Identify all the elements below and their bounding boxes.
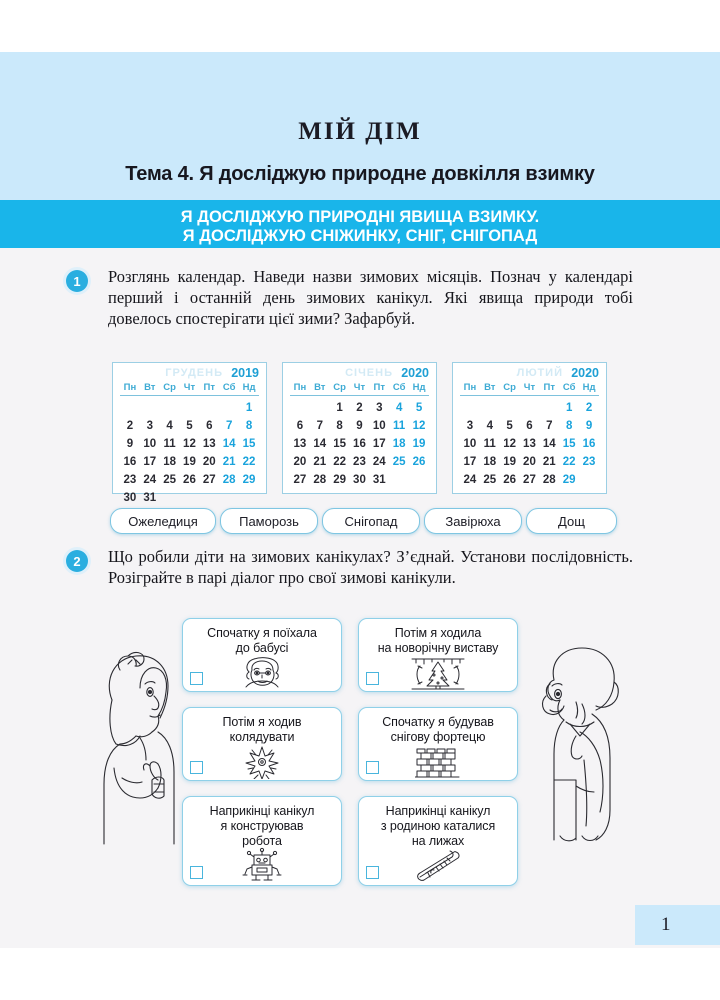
theme-title: Тема 4. Я досліджую природне довкілля взимку <box>125 163 595 185</box>
calendar-day-cell[interactable]: 7 <box>316 419 323 432</box>
calendar-weekday-header: Пт <box>539 382 559 396</box>
calendar-day-cell[interactable]: 3 <box>146 419 153 432</box>
calendar-header <box>460 367 599 382</box>
calendar-day-cell[interactable]: 22 <box>562 455 576 468</box>
calendar-week-row <box>460 434 599 452</box>
calendar-day-cell[interactable]: 20 <box>202 455 216 468</box>
calendar-day-cell[interactable]: 22 <box>242 455 256 468</box>
calendar-empty-cell <box>219 488 239 506</box>
calendar-day-cell[interactable]: 14 <box>542 437 556 450</box>
calendar-weekday-header: Пт <box>199 382 219 396</box>
calendar-day-cell[interactable]: 24 <box>372 455 386 468</box>
calendar-day-cell[interactable]: 10 <box>372 419 386 432</box>
calendar-day-cell[interactable]: 16 <box>582 437 596 450</box>
calendar-empty-cell <box>409 470 429 488</box>
banner-line-2: Я ДОСЛІДЖУЮ СНІЖИНКУ, СНІГ, СНІГОПАД <box>182 227 538 245</box>
calendar-day-cell[interactable]: 21 <box>542 455 556 468</box>
calendar-day-cell[interactable]: 8 <box>565 419 573 432</box>
calendar-day-cell[interactable]: 1 <box>565 401 573 414</box>
calendar-weekday-header: Ср <box>500 382 520 396</box>
calendar-weekday-header: Вт <box>140 382 160 396</box>
task-2-text <box>108 546 633 588</box>
calendar-day-cell[interactable]: 17 <box>372 437 386 450</box>
calendar-day-cell[interactable]: 29 <box>333 473 346 486</box>
activity-card-text-line: Спочатку я поїхала <box>207 626 317 640</box>
calendar-weekday-header: Чт <box>180 382 200 396</box>
page-number <box>635 905 720 945</box>
calendar-week-row <box>460 470 599 488</box>
calendar-empty-cell <box>219 396 239 417</box>
activity-card-text-line: до бабусі <box>235 641 289 655</box>
calendar-day-cell[interactable]: 11 <box>483 437 496 450</box>
activity-card-checkbox[interactable] <box>190 672 203 685</box>
calendar-day-cell[interactable]: 26 <box>183 473 196 486</box>
calendar-day-cell[interactable]: 7 <box>546 419 553 432</box>
calendar-year-label: 2019 <box>231 366 259 380</box>
calendar-day-cell[interactable]: 25 <box>483 473 497 486</box>
calendar-empty-cell <box>180 396 200 417</box>
calendar-week-row <box>120 434 259 452</box>
calendar-empty-cell <box>389 470 409 488</box>
calendar-day-cell[interactable]: 19 <box>183 455 196 468</box>
snow-fortress-icon <box>365 745 511 779</box>
calendar-day-cell[interactable]: 22 <box>333 455 346 468</box>
calendar-weekday-header: Сб <box>389 382 409 396</box>
calendar-week-row <box>120 470 259 488</box>
calendar-day-cell[interactable]: 28 <box>222 473 236 486</box>
calendar-day-cell[interactable]: 18 <box>392 437 406 450</box>
activity-card-text-line: робота <box>242 834 282 848</box>
calendar-empty-cell <box>290 396 310 417</box>
calendar-empty-cell <box>160 396 180 417</box>
calendar-weekday-header: Пн <box>290 382 310 396</box>
calendar-weekday-header: Сб <box>219 382 239 396</box>
calendar-week-row <box>120 416 259 434</box>
activity-card[interactable] <box>182 618 342 692</box>
activity-card[interactable] <box>358 707 518 781</box>
calendar-day-cell[interactable]: 15 <box>333 437 346 450</box>
calendar-day-cell[interactable]: 20 <box>293 455 307 468</box>
grandmother-icon <box>189 656 335 690</box>
calendar-empty-cell <box>140 396 160 417</box>
calendar-week-row <box>290 470 429 488</box>
calendar-week-row <box>120 452 259 470</box>
activity-card-text-line: колядувати <box>229 730 295 744</box>
calendar-day-cell[interactable]: 26 <box>412 455 426 468</box>
phenomenon-pill[interactable]: Дощ <box>526 508 617 534</box>
calendar-empty-cell <box>579 470 599 488</box>
calendar-day-cell[interactable]: 6 <box>296 419 304 432</box>
boy-illustration <box>524 640 624 855</box>
calendar-empty-cell <box>160 488 180 506</box>
calendar-empty-cell <box>199 396 219 417</box>
calendar-day-cell[interactable]: 18 <box>163 455 176 468</box>
calendar-day-cell[interactable]: 25 <box>392 455 406 468</box>
calendar-day-cell[interactable]: 17 <box>463 455 477 468</box>
calendar-empty-cell <box>310 396 330 417</box>
calendar-header <box>290 367 429 382</box>
calendar-day-cell[interactable]: 2 <box>585 401 593 414</box>
page-title: МІЙ ДІМ <box>298 118 422 145</box>
calendar-week-row <box>290 434 429 452</box>
calendar-day-cell[interactable]: 24 <box>463 473 477 486</box>
activity-card-text-line: з родиною каталися <box>380 819 496 833</box>
activity-card-text-line: Потім я ходила <box>394 626 482 640</box>
calendar-day-cell[interactable]: 8 <box>336 419 343 432</box>
calendar-day-cell[interactable]: 8 <box>245 419 253 432</box>
calendar-day-cell[interactable]: 11 <box>163 437 176 450</box>
task-number-badge-2: 2 <box>66 550 88 572</box>
calendar-day-cell[interactable]: 3 <box>466 419 474 432</box>
calendar-year-label: 2020 <box>571 366 599 380</box>
calendar-day-cell[interactable]: 27 <box>202 473 216 486</box>
calendar-day-cell[interactable]: 15 <box>242 437 256 450</box>
activity-card-checkbox[interactable] <box>190 866 203 879</box>
activity-card-text-line: я конструював <box>220 819 304 833</box>
calendar-empty-cell <box>460 396 480 417</box>
calendar-day-cell[interactable]: 2 <box>356 401 363 414</box>
calendar-month-label: СІЧЕНЬ <box>345 367 393 379</box>
task-1-paragraph: Розглянь календар. Наведи назви зимових місяців. Познач у календарі перший і останній день зимових канікул. Які явища природи тобі довелось спостерігати цієї зими? Зафарбуй. <box>108 267 633 328</box>
calendar-december <box>112 362 267 504</box>
calendar-day-cell[interactable]: 9 <box>585 419 593 432</box>
calendar-empty-cell <box>480 396 500 417</box>
phenomenon-pill[interactable]: Снігопад <box>322 508 420 534</box>
calendar-day-cell[interactable]: 25 <box>163 473 176 486</box>
calendar-weekday-header: Ср <box>330 382 350 396</box>
calendar-day-cell[interactable]: 4 <box>486 419 493 432</box>
calendar-day-cell[interactable]: 28 <box>313 473 327 486</box>
calendar-grid <box>120 382 259 506</box>
calendar-week-row <box>290 452 429 470</box>
calendar-week-row <box>460 416 599 434</box>
calendar-day-cell[interactable]: 10 <box>463 437 477 450</box>
calendar-day-cell[interactable]: 14 <box>222 437 236 450</box>
skis-icon <box>365 849 511 883</box>
calendar-weekday-header: Чт <box>350 382 370 396</box>
calendar-day-cell[interactable]: 6 <box>206 419 213 432</box>
calendar-day-cell[interactable]: 1 <box>245 401 253 414</box>
activity-card-text-line: Спочатку я будував <box>382 715 494 729</box>
calendar-empty-cell <box>120 396 140 417</box>
calendar-weekday-header: Нд <box>579 382 599 396</box>
activity-card-checkbox[interactable] <box>366 672 379 685</box>
calendar-day-cell[interactable]: 1 <box>336 401 343 414</box>
calendar-day-cell[interactable]: 12 <box>503 437 516 450</box>
calendar-weekday-header: Нд <box>239 382 259 396</box>
calendar-day-cell[interactable]: 12 <box>412 419 426 432</box>
calendar-day-cell[interactable]: 27 <box>523 473 536 486</box>
calendar-day-cell[interactable]: 5 <box>506 419 513 432</box>
calendar-day-cell[interactable]: 29 <box>562 473 576 486</box>
calendar-week-row <box>460 396 599 417</box>
activity-card-checkbox[interactable] <box>190 761 203 774</box>
calendar-day-cell[interactable]: 21 <box>222 455 236 468</box>
calendar-day-cell[interactable]: 19 <box>412 437 426 450</box>
calendar-day-cell[interactable]: 17 <box>143 455 157 468</box>
calendar-weekday-header: Нд <box>409 382 429 396</box>
calendar-weekday-header: Вт <box>310 382 330 396</box>
page-number-value: 1 <box>661 914 671 935</box>
calendar-header <box>120 367 259 382</box>
task-2-paragraph: Що робили діти на зимових канікулах? З’єднай. Установи послідовність. Розіграйте в парі діалог про свої зимові канікули. <box>108 547 633 587</box>
calendar-day-cell[interactable]: 5 <box>186 419 193 432</box>
calendar-empty-cell <box>239 488 259 506</box>
calendar-day-cell[interactable]: 6 <box>526 419 533 432</box>
calendar-january <box>282 362 437 494</box>
phenomena-row <box>110 508 615 534</box>
calendar-day-cell[interactable]: 20 <box>523 455 536 468</box>
calendar-day-cell[interactable]: 19 <box>503 455 516 468</box>
calendar-month-label: ГРУДЕНЬ <box>165 367 223 379</box>
calendar-day-cell[interactable]: 31 <box>143 491 157 504</box>
banner-line-1: Я ДОСЛІДЖУЮ ПРИРОДНІ ЯВИЩА ВЗИМКУ. <box>180 208 540 226</box>
calendar-grid <box>460 382 599 488</box>
calendar-day-cell[interactable]: 7 <box>225 419 233 432</box>
calendar-week-row <box>290 396 429 417</box>
calendar-day-cell[interactable]: 2 <box>126 419 134 432</box>
calendar-day-cell[interactable]: 31 <box>372 473 386 486</box>
calendar-week-row <box>460 452 599 470</box>
calendar-day-cell[interactable]: 16 <box>123 455 137 468</box>
calendar-week-row <box>120 396 259 417</box>
calendar-year-label: 2020 <box>401 366 429 380</box>
calendar-day-cell[interactable]: 29 <box>242 473 256 486</box>
activity-card[interactable] <box>182 707 342 781</box>
calendar-weekday-header: Вт <box>480 382 500 396</box>
phenomenon-pill[interactable]: Паморозь <box>220 508 318 534</box>
calendar-weekday-header: Пт <box>369 382 389 396</box>
activity-card-text-line: Потім я ходив <box>222 715 302 729</box>
calendar-day-cell[interactable]: 13 <box>293 437 307 450</box>
activity-card-text-line: Наприкінці канікул <box>209 804 315 818</box>
calendar-day-cell[interactable]: 12 <box>183 437 196 450</box>
calendar-day-cell[interactable]: 5 <box>415 401 423 414</box>
calendar-day-cell[interactable]: 26 <box>503 473 516 486</box>
calendar-day-cell[interactable]: 13 <box>202 437 216 450</box>
girl-illustration <box>92 648 184 853</box>
calendar-day-cell[interactable]: 15 <box>562 437 576 450</box>
calendar-day-cell[interactable]: 13 <box>523 437 536 450</box>
calendar-empty-cell <box>500 396 520 417</box>
calendar-day-cell[interactable]: 27 <box>293 473 307 486</box>
calendar-day-cell[interactable]: 4 <box>395 401 403 414</box>
calendar-day-cell[interactable]: 23 <box>123 473 137 486</box>
phenomenon-pill[interactable]: Завірюха <box>424 508 522 534</box>
carol-star-icon <box>189 745 335 779</box>
robot-icon <box>189 849 335 883</box>
activity-card-checkbox[interactable] <box>366 761 379 774</box>
calendar-day-cell[interactable]: 9 <box>356 419 363 432</box>
task-number-badge-1: 1 <box>66 270 88 292</box>
calendar-empty-cell <box>199 488 219 506</box>
calendar-month-label: ЛЮТИЙ <box>516 367 563 379</box>
calendar-day-cell[interactable]: 23 <box>353 455 366 468</box>
calendar-week-row <box>120 488 259 506</box>
activity-card-text-line: Наприкінці канікул <box>385 804 491 818</box>
calendar-day-cell[interactable]: 30 <box>353 473 366 486</box>
calendar-day-cell[interactable]: 21 <box>313 455 327 468</box>
new-year-tree-icon <box>365 656 511 690</box>
activity-card[interactable] <box>358 618 518 692</box>
calendar-weekday-header: Чт <box>520 382 540 396</box>
calendar-empty-cell <box>180 488 200 506</box>
calendar-day-cell[interactable]: 23 <box>582 455 596 468</box>
calendar-weekday-header: Пн <box>120 382 140 396</box>
calendar-weekday-header: Сб <box>559 382 579 396</box>
calendar-day-cell[interactable]: 11 <box>393 419 406 432</box>
activity-card[interactable] <box>358 796 518 886</box>
calendar-day-cell[interactable]: 18 <box>483 455 497 468</box>
activity-card-text-line: снігову фортецю <box>390 730 486 744</box>
calendar-day-cell[interactable]: 30 <box>123 491 137 504</box>
calendar-weekday-header: Пн <box>460 382 480 396</box>
task-1-text <box>108 266 633 329</box>
calendar-weekday-header: Ср <box>160 382 180 396</box>
calendar-day-cell[interactable]: 14 <box>313 437 327 450</box>
calendar-day-cell[interactable]: 3 <box>376 401 383 414</box>
calendar-day-cell[interactable]: 28 <box>542 473 556 486</box>
calendar-day-cell[interactable]: 16 <box>353 437 366 450</box>
calendar-empty-cell <box>520 396 540 417</box>
calendar-day-cell[interactable]: 4 <box>166 419 173 432</box>
phenomenon-pill[interactable]: Ожеледиця <box>110 508 216 534</box>
calendar-week-row <box>290 416 429 434</box>
activity-card-text-line: на новорічну виставу <box>377 641 499 655</box>
calendar-february <box>452 362 607 494</box>
calendar-grid <box>290 382 429 488</box>
calendar-day-cell[interactable]: 24 <box>143 473 157 486</box>
activity-card[interactable] <box>182 796 342 886</box>
activity-card-checkbox[interactable] <box>366 866 379 879</box>
calendar-empty-cell <box>539 396 559 417</box>
calendar-day-cell[interactable]: 10 <box>143 437 157 450</box>
calendar-day-cell[interactable]: 9 <box>126 437 134 450</box>
activity-card-text-line: на лижах <box>411 834 465 848</box>
